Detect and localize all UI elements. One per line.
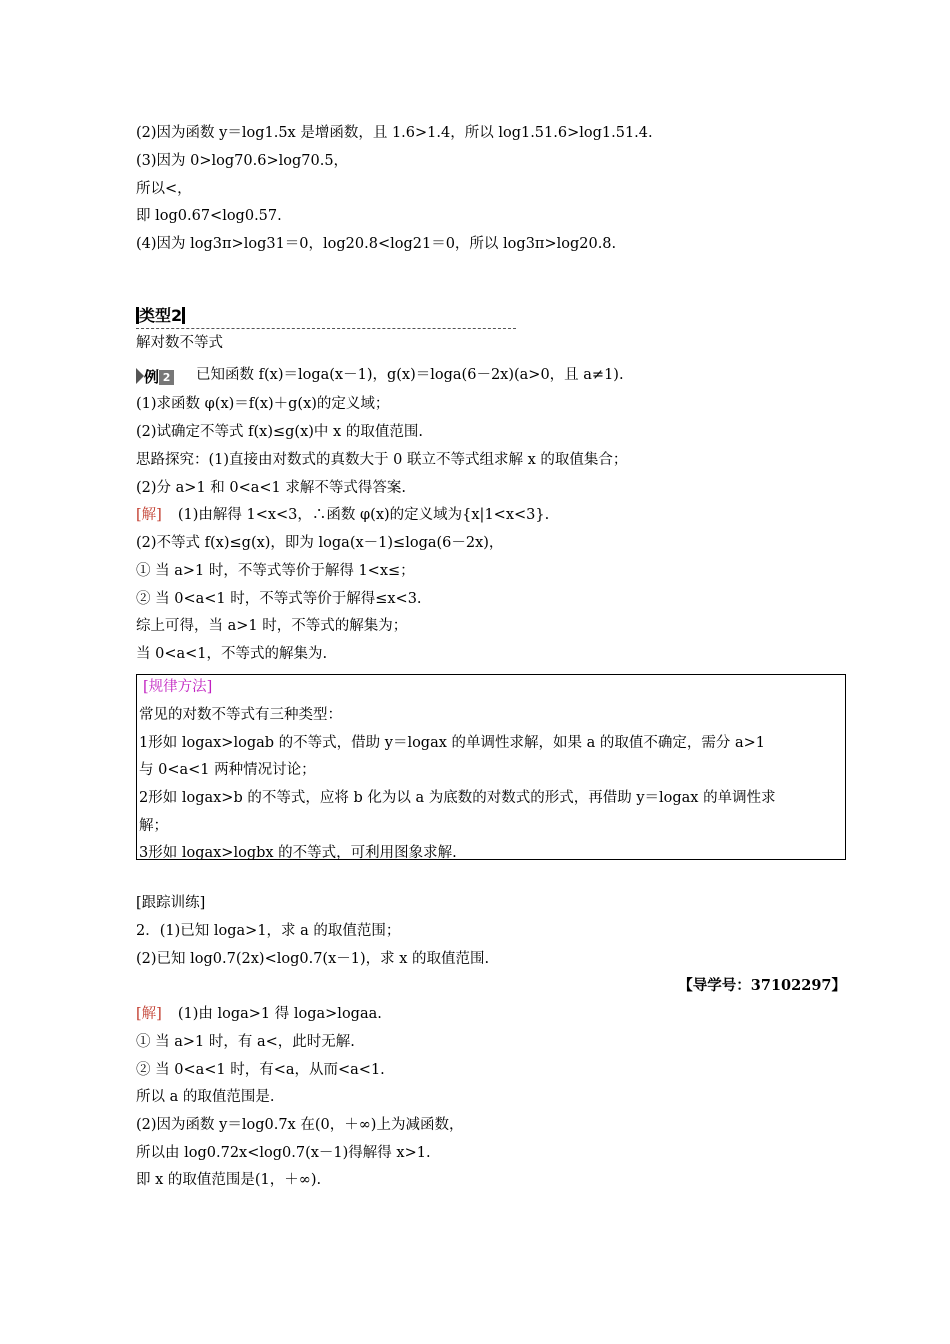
text-line: 解； [139, 818, 168, 834]
text-line: 当 0<a<1，不等式的解集为. [136, 646, 328, 662]
text-line: 所以 a 的取值范围是. [136, 1089, 275, 1105]
method-box [136, 674, 846, 860]
text-line: (2)不等式 f(x)≤g(x)，即为 loga(x－1)≤loga(6－2x)， [136, 535, 504, 551]
text-line: 所以由 log0.72x<log0.7(x－1)得解得 x>1. [136, 1145, 431, 1161]
solution-line: [解] (1)由解得 1<x<3，∴函数 φ(x)的定义域为{x|1<x<3}. [136, 507, 550, 523]
example-stem: 已知函数 f(x)＝loga(x－1)，g(x)＝loga(6－2x)(a>0，且 a≠1). [196, 367, 624, 383]
text-line: 即 x 的取值范围是(1，＋∞). [136, 1172, 322, 1188]
text-line: (2)分 a>1 和 0<a<1 求解不等式得答案. [136, 480, 406, 496]
text-line: 思路探究：(1)直接由对数式的真数大于 0 联立不等式组求解 x 的取值集合； [136, 452, 628, 468]
solution-tag: [解] [136, 507, 162, 523]
text-line: ② 当 0<a<1 时，不等式等价于解得≤x<3. [136, 591, 422, 607]
text-line: 2．(1)已知 loga>1，求 a 的取值范围； [136, 923, 401, 939]
solution-line: [解] (1)由 loga>1 得 loga>logaa. [136, 1006, 382, 1022]
text-line: ① 当 a>1 时，不等式等价于解得 1<x≤； [136, 563, 415, 579]
section-subtitle: 解对数不等式 [136, 335, 223, 351]
text-line: (2)已知 log0.7(2x)<log0.7(x－1)，求 x 的取值范围. [136, 951, 490, 967]
example-badge: 例 2 [136, 367, 174, 388]
text-line: (2)因为函数 y＝log1.5x 是增函数，且 1.6>1.4，所以 log1.51.6>log1.51.4. [136, 125, 653, 141]
text-line: (3)因为 0>log70.6>log70.5， [136, 153, 349, 169]
text-line: (1)求函数 φ(x)＝f(x)＋g(x)的定义域； [136, 396, 390, 412]
practice-title: [跟踪训练] [136, 895, 206, 911]
text-line: 3形如 logax>logbx 的不等式，可利用图象求解. [139, 845, 457, 861]
text-line: 与 0<a<1 两种情况讨论； [139, 762, 316, 778]
example-stem-line [136, 365, 624, 388]
text-line: 综上可得，当 a>1 时，不等式的解集为； [136, 618, 408, 634]
text-line: ② 当 0<a<1 时，有<a，从而<a<1. [136, 1062, 385, 1078]
text-line: 1形如 logax>logab 的不等式，借助 y＝logax 的单调性求解，如果 a 的取值不确定，需分 a>1 [139, 735, 766, 751]
text-line: 所以<， [136, 181, 192, 197]
heading-bar [182, 307, 185, 324]
solution-tag: [解] [136, 1006, 162, 1022]
text-line: 常见的对数不等式有三种类型： [139, 707, 342, 723]
section-divider [136, 328, 516, 329]
text-line: 即 log0.67<log0.57. [136, 208, 282, 224]
section-label: 类型2 [139, 306, 183, 325]
text-line: (2)因为函数 y＝log0.7x 在(0，＋∞)上为减函数， [136, 1117, 464, 1133]
text-line: ① 当 a>1 时，有 a<，此时无解. [136, 1034, 355, 1050]
text-line: (4)因为 log3π>log31＝0，log20.8<log21＝0，所以 log3π>log20.8. [136, 236, 617, 252]
text-line: 2形如 logax>b 的不等式，应将 b 化为以 a 为底数的对数式的形式，再借助 y＝logax 的单调性求 [139, 790, 776, 806]
section-heading [136, 305, 185, 327]
method-title: [规律方法] [143, 679, 213, 695]
guide-number: 【导学号：37102297】 [678, 977, 846, 994]
text-line: (2)试确定不等式 f(x)≤g(x)中 x 的取值范围. [136, 424, 423, 440]
triangle-icon [136, 368, 144, 384]
